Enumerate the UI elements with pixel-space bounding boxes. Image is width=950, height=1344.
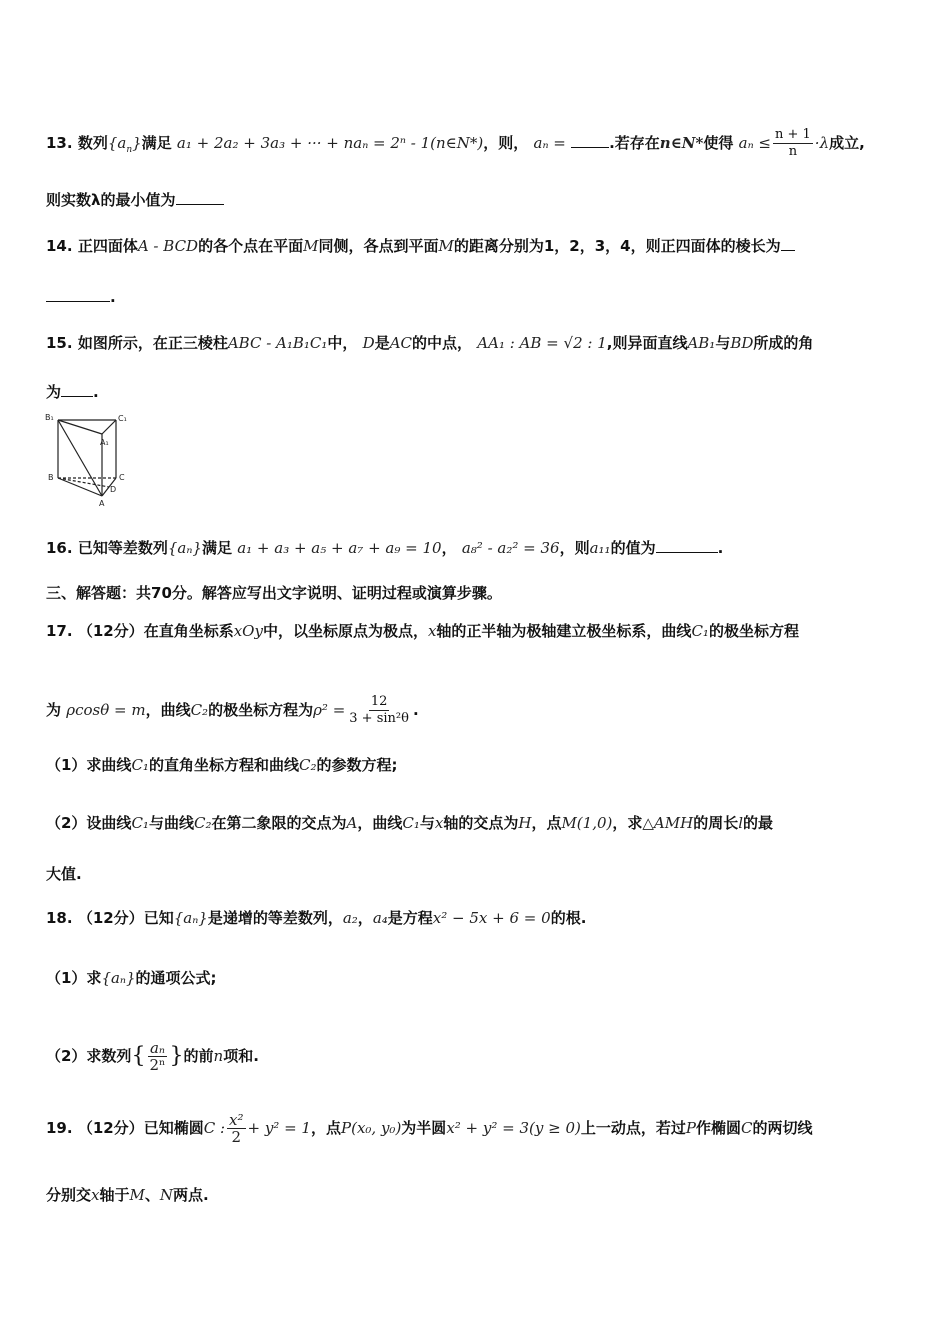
q13-text: 数列 — [77, 134, 108, 152]
q19-p: P — [685, 1119, 696, 1137]
q17-c2: C₂ — [193, 814, 212, 832]
q16-number: 16. — [46, 539, 73, 557]
q13-text: 成立, — [829, 134, 865, 152]
edge-ba — [58, 478, 102, 496]
right-brace: } — [169, 1043, 184, 1069]
q17-triangle: △AMH — [642, 814, 694, 832]
q19-text: 上一动点，若过 — [580, 1119, 686, 1137]
q13-text: 满足 — [141, 134, 172, 152]
q18-sequence: {aₙ} — [101, 969, 136, 987]
q15-ratio: AA₁ : AB = √2 : 1 — [477, 334, 607, 352]
question-17-part1 — [46, 755, 397, 775]
q15-text: 如图所示，在正三棱柱 — [77, 334, 228, 352]
q17-point-a: A — [346, 814, 358, 832]
q13-equation: a₁ + 2a₂ + 3a₃ + ··· + naₙ = 2ⁿ - 1(n∈N*) — [176, 134, 484, 152]
q15-answer-blank[interactable] — [61, 382, 93, 397]
q17-frac-num: 12 — [370, 694, 388, 709]
line-bd-hidden — [58, 478, 109, 487]
q14-text: 正四面体 — [77, 237, 138, 255]
q17-text: . — [412, 701, 419, 719]
q18-number: 18. — [46, 909, 73, 927]
q19-c: C — [740, 1119, 753, 1137]
q17-fraction — [347, 694, 411, 727]
q19-text: 为半圆 — [401, 1119, 447, 1137]
q17-score: （12分） — [77, 622, 144, 640]
q18-text: ， — [357, 909, 373, 927]
q14-end: . — [110, 288, 116, 306]
q17-text: ，曲线 — [145, 701, 191, 719]
question-17-part2-line2: 大值. — [46, 865, 82, 883]
question-19 — [46, 1112, 812, 1145]
q18-sequence: {aₙ} — [173, 909, 208, 927]
q18-text: 的通项公式; — [135, 969, 217, 987]
q17-text: ，点 — [531, 814, 562, 832]
q19-number: 19. — [46, 1119, 73, 1137]
q16-text: 满足 — [201, 539, 232, 557]
q16-equation1: a₁ + a₃ + a₅ + a₇ + a₉ = 10 — [237, 539, 442, 557]
q17-text: 在第二象限的交点为 — [211, 814, 347, 832]
question-15-line2 — [46, 382, 99, 402]
q19-text: 的两切线 — [752, 1119, 813, 1137]
q17-text: 的直角坐标方程和曲线 — [148, 756, 299, 774]
q19-score: （12分） — [77, 1119, 144, 1137]
q13-text: .若存在 — [609, 134, 660, 152]
q17-c1: C₁ — [402, 814, 420, 832]
q18-text: 已知 — [143, 909, 174, 927]
q15-text: 是 — [374, 334, 390, 352]
q18-text: 的根. — [550, 909, 587, 927]
q17-text: 的周长 — [693, 814, 739, 832]
q13-lambda-blank[interactable] — [176, 190, 224, 205]
label-a1: A₁ — [100, 438, 109, 447]
q17-text: 中，以坐标原点为极点， — [262, 622, 428, 640]
q19-frac-num: x² — [229, 1111, 244, 1129]
q13-fraction-denominator: n — [788, 144, 798, 159]
question-17-part2 — [46, 813, 773, 833]
q17-c2: C₂ — [298, 756, 317, 774]
q17-c1: C₁ — [131, 814, 149, 832]
q18-frac-den: 2ⁿ — [149, 1056, 166, 1074]
q19-text: ，点 — [310, 1119, 341, 1137]
q17-text: ，曲线 — [357, 814, 403, 832]
q13-text: ，则， — [483, 134, 529, 152]
q16-text: 已知等差数列 — [77, 539, 168, 557]
q15-end: . — [93, 383, 99, 401]
q15-text: 的中点， — [412, 334, 473, 352]
q17-text: 轴的交点为 — [443, 814, 519, 832]
q14-tetrahedron: A - BCD — [137, 237, 199, 255]
q17-perimeter: l — [738, 814, 744, 832]
q13-sequence — [107, 134, 142, 155]
q14-text: 同侧，各点到平面 — [318, 237, 439, 255]
q18-text: 是方程 — [387, 909, 433, 927]
q18-equation: x² − 5x + 6 = 0 — [432, 909, 551, 927]
label-c: C — [119, 473, 125, 482]
q17-point-h: H — [518, 814, 532, 832]
q17-text: 的极坐标方程为 — [208, 701, 314, 719]
q17-xoy: xOy — [233, 622, 263, 640]
q15-prism: ABC - A₁B₁C₁ — [227, 334, 328, 352]
q14-plane: M — [303, 237, 319, 255]
q18-fraction — [147, 1040, 167, 1073]
q18-text: 的前 — [183, 1047, 214, 1065]
q15-segment-ac: AC — [389, 334, 413, 352]
q16-end: . — [717, 539, 724, 557]
q17-text: 的极坐标方程 — [708, 622, 799, 640]
question-17-line2 — [46, 694, 419, 727]
q19-equation: + y² = 1 — [247, 1119, 311, 1137]
q19-frac-den: 2 — [231, 1128, 242, 1146]
q18-text: （1）求 — [46, 969, 102, 987]
question-17 — [46, 621, 799, 641]
q19-text: 轴于 — [99, 1186, 130, 1204]
q17-text: 的参数方程; — [316, 756, 398, 774]
q13-fraction-numerator: n + 1 — [774, 127, 811, 142]
q18-text: 项和. — [223, 1047, 259, 1065]
q13-an: aₙ = — [533, 134, 566, 152]
prism-figure — [44, 410, 134, 510]
q18-a4: a₄ — [372, 909, 388, 927]
q17-c1: C₁ — [691, 622, 709, 640]
q14-plane: M — [438, 237, 454, 255]
q15-line-bd: BD — [730, 334, 754, 352]
q14-text: 的各个点在平面 — [198, 237, 304, 255]
q17-x: x — [427, 622, 437, 640]
q13-condition: n∈N* — [659, 134, 704, 152]
q13-seq-open: {a — [107, 134, 127, 152]
q17-text: ，求 — [612, 814, 643, 832]
q14-text: 的距离分别为1，2，3，4，则正四面体的棱长为 — [453, 237, 781, 255]
q18-frac-num: aₙ — [149, 1039, 165, 1057]
question-16 — [46, 538, 723, 558]
label-b: B — [48, 473, 54, 482]
q13-seq-sub: n — [126, 145, 133, 155]
question-19-line2 — [46, 1185, 209, 1205]
q19-text: 、 — [144, 1186, 160, 1204]
q19-point-m: M — [129, 1186, 145, 1204]
label-b1: B₁ — [45, 413, 54, 422]
q17-number: 17. — [46, 622, 73, 640]
q18-text: （2）求数列 — [46, 1047, 132, 1065]
label-d: D — [110, 485, 117, 494]
q13-line2-text: 则实数λ的最小值为 — [46, 191, 176, 209]
q19-text: 分别交 — [46, 1186, 92, 1204]
q18-n: n — [213, 1047, 224, 1065]
left-brace: { — [131, 1043, 146, 1069]
q17-c2: C₂ — [190, 701, 209, 719]
q17-x: x — [434, 814, 444, 832]
q16-answer-blank[interactable] — [656, 538, 718, 553]
q18-text: 是递增的等差数列， — [207, 909, 343, 927]
question-13-line2 — [46, 190, 224, 210]
q17-rho2: ρ² = — [313, 701, 346, 719]
q17-text: 与曲线 — [148, 814, 194, 832]
q15-text: 中， — [327, 334, 358, 352]
question-15 — [46, 333, 813, 353]
question-18-part2 — [46, 1040, 259, 1073]
q14-answer-blank[interactable] — [781, 236, 795, 251]
question-13 — [46, 127, 865, 160]
q19-point-p: P(x₀, y₀) — [341, 1119, 402, 1137]
q17-text: 在直角坐标系 — [143, 622, 234, 640]
q17-point-m: M(1,0) — [561, 814, 613, 832]
question-18-part1 — [46, 968, 217, 988]
q16-equation2: a₈² - a₂² = 36 — [461, 539, 560, 557]
q14-answer-blank-cont[interactable] — [46, 287, 110, 302]
question-14-line2 — [46, 287, 116, 307]
q19-x: x — [91, 1186, 100, 1204]
label-c1: C₁ — [118, 414, 127, 423]
question-14 — [46, 236, 795, 256]
q17-equation1: ρcosθ = m — [66, 701, 146, 719]
q17-text: （2）设曲线 — [46, 814, 132, 832]
q19-fraction — [227, 1112, 245, 1145]
q16-sequence: {aₙ} — [167, 539, 202, 557]
q17-frac-den: 3 + sin²θ — [349, 711, 409, 726]
q15-text: 与 — [715, 334, 731, 352]
q18-a2: a₂ — [342, 909, 358, 927]
label-a: A — [99, 499, 105, 508]
q15-line-ab1: AB₁ — [687, 334, 716, 352]
q19-semicircle: x² + y² = 3(y ≥ 0) — [446, 1119, 581, 1137]
q16-text: 的值为 — [610, 539, 656, 557]
q15-line2-text: 为 — [46, 383, 62, 401]
q19-ellipse-name: C : — [203, 1119, 226, 1137]
q13-text: 使得 — [703, 134, 734, 152]
q13-inequality-right: ·λ — [814, 134, 830, 152]
q13-number: 13. — [46, 134, 73, 152]
q17-text: （1）求曲线 — [46, 756, 132, 774]
q15-point-d: D — [362, 334, 375, 352]
q17-text: 为 — [46, 701, 62, 719]
q17-text: 轴的正半轴为极轴建立极坐标系，曲线 — [436, 622, 692, 640]
q13-seq-close: } — [132, 134, 142, 152]
section-3-heading: 三、解答题：共70分。解答应写出文字说明、证明过程或演算步骤。 — [46, 584, 502, 602]
q13-fraction — [773, 127, 813, 160]
q15-text: ,则异面直线 — [606, 334, 688, 352]
q13-answer-blank[interactable] — [571, 133, 609, 148]
edge-c1a1 — [102, 420, 116, 434]
q14-number: 14. — [46, 237, 73, 255]
q16-a11: a₁₁ — [589, 539, 611, 557]
q17-text: 与 — [419, 814, 435, 832]
q19-text: 作椭圆 — [695, 1119, 741, 1137]
q18-score: （12分） — [77, 909, 144, 927]
q19-text: 已知椭圆 — [143, 1119, 204, 1137]
q15-number: 15. — [46, 334, 73, 352]
q17-c1: C₁ — [131, 756, 149, 774]
q16-text: ，则 — [559, 539, 590, 557]
q17-text: 的最 — [743, 814, 774, 832]
q13-inequality-left: aₙ ≤ — [738, 134, 771, 152]
q15-text: 所成的角 — [753, 334, 814, 352]
question-18 — [46, 908, 586, 928]
q19-text: 两点. — [173, 1186, 209, 1204]
q16-text: ， — [441, 539, 457, 557]
q19-point-n: N — [159, 1186, 173, 1204]
